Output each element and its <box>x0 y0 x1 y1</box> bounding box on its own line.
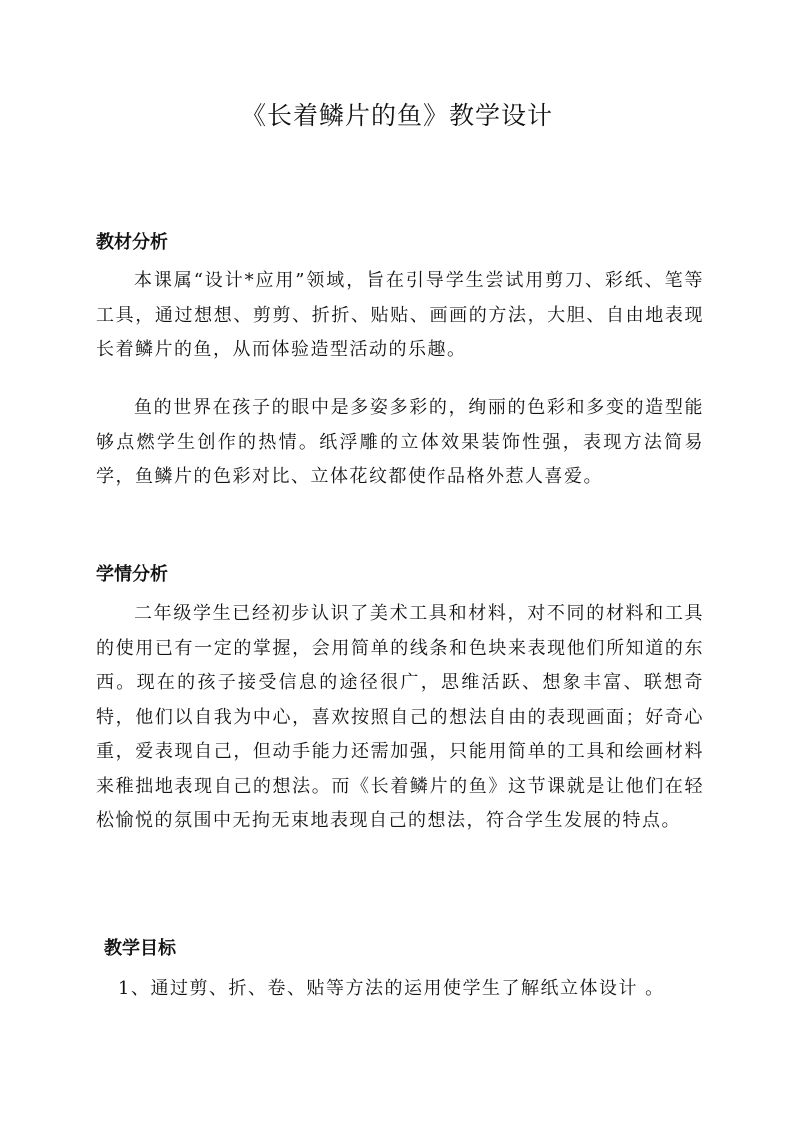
paragraph-textbook-analysis-2: 鱼的世界在孩子的眼中是多姿多彩的，绚丽的色彩和多变的造型能够点燃学生创作的热情。纸浮雕的立体效果装饰性强，表现方法简易学，鱼鳞片的色彩对比、立体花纹都使作品格外惹人喜爱。 <box>96 397 704 487</box>
objective-item-1: 1、通过剪、折、卷、贴等方法的运用使学生了解纸立体设计 。 <box>118 978 665 999</box>
section-heading-textbook-analysis: 教材分析 <box>96 232 168 253</box>
section-heading-learner-analysis: 学情分析 <box>96 564 168 585</box>
paragraph-learner-analysis: 二年级学生已经初步认识了美术工具和材料，对不同的材料和工具的使用已有一定的掌握，会用简单的线条和色块来表现他们所知道的东西。现在的孩子接受信息的途径很广，思维活跃、想象丰富、联想奇特，他们以自我为中心，喜欢按照自己的想法自由的表现画面；好奇心重，爱表现自己，但动手能力还需加强，只能用简单的工具和绘画材料来稚拙地表现自己的想法。而《长着鳞片的鱼》这节课就是让他们在轻松愉悦的氛围中无拘无束地表现自己的想法，符合学生发展的特点。 <box>96 603 704 831</box>
section-heading-teaching-objectives: 教学目标 <box>104 938 176 959</box>
document-title: 《长着鳞片的鱼》教学设计 <box>240 101 553 130</box>
paragraph-textbook-analysis-1: 本课属“设计*应用”领域，旨在引导学生尝试用剪刀、彩纸、笔等工具，通过想想、剪剪、折折、贴贴、画画的方法，大胆、自由地表现长着鳞片的鱼，从而体验造型活动的乐趣。 <box>96 270 704 360</box>
